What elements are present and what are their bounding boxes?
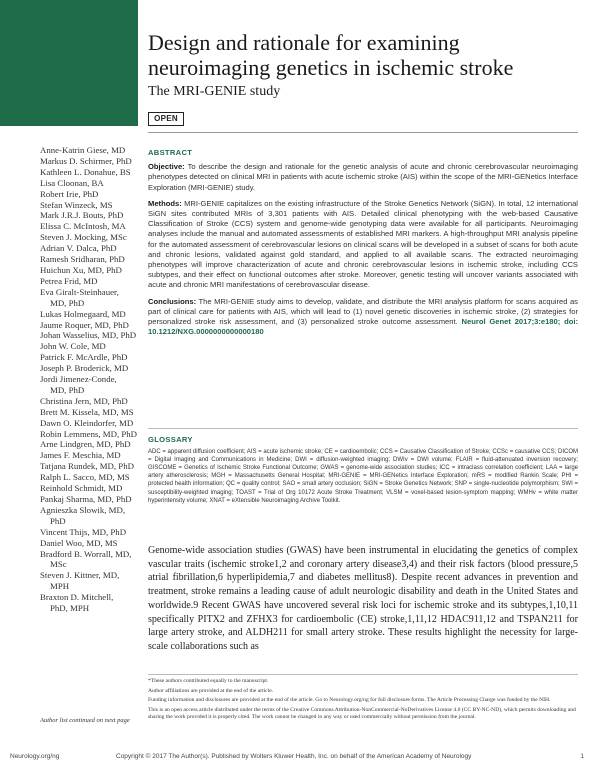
author-name: Bradford B. Worrall, MD, (40, 548, 132, 559)
abstract-objective (148, 162, 578, 193)
header-color-bar (0, 0, 138, 126)
author-name: MD, PhD (50, 297, 85, 308)
copyright-notice: Copyright © 2017 The Author(s). Published by Wolters Kluwer Health, Inc. on behalf of the American Academy of Neurology (116, 753, 472, 760)
footnote: Funding information and disclosures are provided at the end of the article. Go to Neurology.org/ng for full disclosure forms. The Article Processing Charge was funded by the NIH. (148, 697, 551, 704)
author-name: Agnieszka Slowik, MD, (40, 504, 126, 515)
footnote: *These authors contributed equally to the manuscript. (148, 678, 269, 684)
article-subtitle: The MRI-GENIE study (148, 84, 281, 99)
footnotes (148, 678, 578, 724)
author-name: Mark J.R.J. Bouts, PhD (40, 210, 124, 221)
author-name: Braxton D. Mitchell, (40, 592, 114, 603)
author-name: Eva Giralt-Steinhauer, (40, 286, 119, 297)
citation-link[interactable]: Neurol Genet 2017;3:e180; doi: 10.1212/NXG.0000000000000180 (148, 317, 578, 337)
abstract-conclusions (148, 297, 578, 338)
methods-label: Methods: (148, 198, 182, 208)
methods-text: MRI-GENIE capitalizes on the existing infrastructure of the Stroke Genetics Network (SiGN). In total, 12 international SiGN sites contributed MRIs of 3,301 patients with AIS. Detailed clinical phenotyping with the web-based Causative Classification of Stroke (CCS) system and genome-wide genotyping data were available for all participants. Neuroimaging analyses include the manual and automated assessments of established MRI markers. A high-throughput MRI analysis pipeline for the automated assessment of cerebrovascular lesions on clinical scans will be developed in a subset of scans for both acute and chronic lesions, validated against gold standard, and applied to all available scans. The extracted neuroimaging phenotypes will improve characterization of acute and chronic cerebrovascular lesions in ischemic stroke, including CCS subtypes, and their effect on functional outcomes after stroke. Moreover, genetic testing will uncover variants associated with acute and chronic MRI manifestations of cerebrovascular disease. (148, 198, 578, 290)
abstract-heading: ABSTRACT (148, 148, 193, 157)
author-name: Huichun Xu, MD, PhD (40, 264, 122, 275)
title-block (148, 30, 578, 100)
author-name: Lukas Holmegaard, MD (40, 308, 126, 319)
author-name: Arne Lindgren, MD, PhD (40, 439, 131, 450)
author-name: Steven J. Mocking, MSc (40, 232, 127, 243)
author-name: Johan Wasselius, MD, PhD (40, 330, 137, 341)
body-paragraph: Genome-wide association studies (GWAS) have been instrumental in elucidating the genetics of complex vascular traits (ischemic stroke1,2 and coronary artery disease3,4) and their risk factors (blood pressure,5 atrial fibrillation,6 hyperlipidemia,7 and diabetes mellitus8). Despite recent advances in prevention and treatment, stroke remains a leading cause of adult neurologic disability and death in the United States and worldwide.9 Recent GWAS have uncovered several risk loci for ischemic stroke and its subtypes,1,10,11 specifically PITX2 and ZFHX3 for cardioembolic (CE) stroke,1,11,12 HDAC911,12 and TSPAN211 for large artery stroke, and ALDH211 for small artery stroke. These results highlight the necessity for large-scale collaborations such as (148, 545, 578, 652)
author-name: Lisa Cloonan, BA (40, 177, 104, 188)
author-name: Robin Lemmens, MD, PhD (40, 428, 138, 439)
author-name: Ramesh Sridharan, PhD (40, 254, 125, 265)
author-list-continued-note: Author list continued on next page (40, 717, 130, 724)
footnote: Author affiliations are provided at the end of the article. (148, 687, 274, 694)
page-number: 1 (580, 753, 584, 760)
author-name: Christina Jern, MD, PhD (40, 395, 128, 406)
author-name: Vincent Thijs, MD, PhD (40, 526, 127, 537)
author-name: Petrea Frid, MD (40, 275, 98, 286)
author-name: PhD, MPH (50, 603, 90, 614)
author-name: John W. Cole, MD (40, 341, 106, 352)
author-name: Brett M. Kissela, MD, MS (40, 406, 134, 417)
footnote: This is an open access article distributed under the terms of the Creative Commons Attribution-NonCommercial-NoDerivatives License 4.0 (CC BY-NC-ND), which permits downloading and sharing the work provided it is properly cited. The work cannot be changed in any way or used commercially without permission from the journal. (148, 706, 576, 721)
author-name: Elissa C. McIntosh, MA (40, 221, 126, 232)
glossary-divider (148, 428, 578, 429)
open-access-badge: OPEN (148, 112, 184, 126)
author-name: Jaume Roquer, MD, PhD (40, 319, 129, 330)
author-name: Anne-Katrin Giese, MD (40, 145, 126, 155)
glossary-heading: GLOSSARY (148, 435, 193, 444)
author-name: Dawn O. Kleindorfer, MD (40, 417, 134, 428)
author-name: Adrian V. Dalca, PhD (40, 243, 117, 254)
author-name: Daniel Woo, MD, MS (40, 537, 118, 548)
abstract-methods (148, 199, 578, 291)
conclusions-label: Conclusions: (148, 296, 197, 306)
objective-label: Objective: (148, 162, 185, 172)
author-name: Jordi Jimenez-Conde, (40, 374, 117, 385)
author-name: Tatjana Rundek, MD, PhD (40, 461, 134, 472)
article-title: Design and rationale for examining neuroimaging genetics in ischemic stroke (148, 30, 514, 80)
conclusions-text: The MRI-GENIE study aims to develop, validate, and distribute the MRI analysis platform for scans acquired as part of clinical care for patients with AIS, which will lead to (1) novel genetic discoveries in ischemic stroke, (2) strategies for personalized stroke risk assessment, and (3) personalized stroke outcome assessment. (148, 296, 578, 327)
author-name: Steven J. Kittner, MD, (40, 570, 120, 581)
author-name: Pankaj Sharma, MD, PhD (40, 494, 132, 504)
author-list (40, 145, 140, 614)
header-divider (148, 132, 578, 133)
author-name: Patrick F. McArdle, PhD (40, 352, 128, 363)
objective-text: To describe the design and rationale for the genetic analysis of acute and chronic cerebrovascular neuroimaging phenotypes detected on clinical MRI in patients with acute ischemic stroke (AIS) within the scope of the MRI-GENetics Interface Exploration (MRI-GENIE) study. (148, 162, 578, 192)
author-name: Kathleen L. Donahue, BS (40, 166, 131, 177)
author-name: Joseph P. Broderick, MD (40, 363, 129, 374)
author-name: PhD (50, 515, 66, 526)
footnote-divider (148, 674, 578, 675)
author-name: Stefan Winzeck, MS (40, 199, 113, 210)
glossary-text: ADC = apparent diffusion coefficient; AIS = acute ischemic stroke; CE = cardioembolic; CCS = Causative Classification of Stroke; CCSc = causative CCS; DICOM = Digital Imaging and Communications in Medicine; DWI = diffusion-weighted imaging; DWIv = DWI volume; FLAIR = fluid-attenuated inversion recovery; GISCOME = Genetics of Ischemic Stroke Functional Outcome; GWAS = genome-wide association studies; ICC = intraclass correlation coefficient; LAA = large artery atherosclerosis; MGH = Massachusetts General Hospital; MRI-GENIE = MRI-GENetics Interface Exploration; mRS = modified Rankin Scale; PHI = protected health information; QC = quality control; SAO = small artery occlusion; SiGN = Stroke Genetics Network; SNP = single-nucleotide polymorphism; SWI = susceptibility-weighted imaging; TOAST = Trial of Org 10172 Acute Stroke Treatment; VLSM = voxel-based lesion-symptom mapping; WMHv = white matter hyperintensity volume; XNAT = eXtensible Neuroimaging Archive Toolkit. (148, 449, 578, 504)
author-name: James F. Meschia, MD (40, 450, 121, 461)
author-name: Robert Irie, PhD (40, 188, 99, 199)
author-name: Markus D. Schirmer, PhD (40, 155, 132, 166)
author-name: MD, PhD (50, 384, 85, 395)
author-name: Reinhold Schmidt, MD (40, 483, 123, 494)
author-name: MPH (50, 581, 70, 592)
author-name: Ralph L. Sacco, MD, MS (40, 472, 130, 483)
glossary (148, 436, 578, 505)
abstract (148, 148, 578, 343)
journal-url[interactable]: Neurology.org/ng (10, 753, 60, 760)
author-name: MSc (50, 559, 67, 570)
